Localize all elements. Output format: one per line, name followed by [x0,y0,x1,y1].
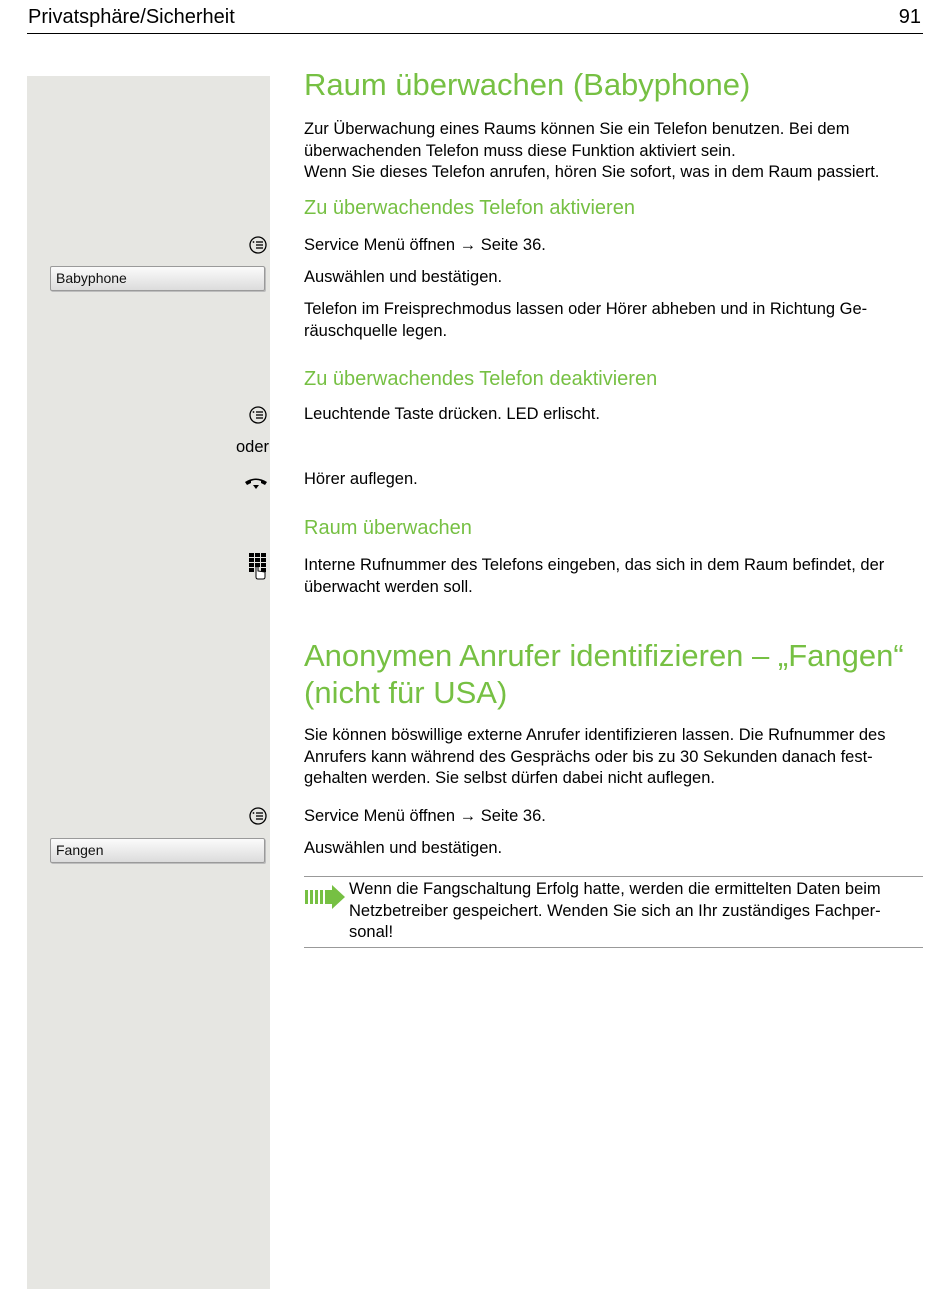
menu-key-icon [249,807,267,825]
subheading-deactivate: Zu überwachendes Telefon deaktivieren [304,368,658,390]
keypad-icon [247,551,269,581]
menu-key-icon [249,236,267,254]
section-title-fangen: Anonymen Anrufer identifizieren – „Fangen“ (nicht für USA) [304,638,904,710]
subheading-activate: Zu überwachendes Telefon aktivieren [304,197,635,219]
fangen-softkey[interactable]: Fangen [50,838,265,863]
step-enter-internal-number: Interne Rufnummer des Telefons eingeben, das sich in dem Raum befindet, der überwacht werden soll. [304,556,885,596]
note-top-rule [304,876,923,877]
step-press-lit-key: Leuchtende Taste drücken. LED erlischt. [304,405,600,423]
header-divider [27,33,923,34]
step-open-service-menu: Service Menü öffnen → Seite 36. [304,236,546,254]
step-open-service-menu-2: Service Menü öffnen → Seite 36. [304,807,546,825]
note-bottom-rule [304,947,923,948]
section-title-babyphone: Raum überwachen (Babyphone) [304,67,751,102]
step-handsfree: Telefon im Freisprechmodus lassen oder Hörer abheben und in Richtung Ge- räuschquelle legen. [304,300,868,340]
babyphone-softkey[interactable]: Babyphone [50,266,265,291]
running-header-title: Privatsphäre/Sicherheit [28,6,235,28]
left-margin-column [27,76,270,1289]
subheading-monitor-room: Raum überwachen [304,517,472,539]
step-select-confirm-2: Auswählen und bestätigen. [304,839,503,857]
handset-hang-up-icon [243,473,269,491]
or-label: oder [235,438,269,456]
note-arrow-icon [304,884,346,910]
page-number: 91 [898,6,921,28]
step-hang-up: Hörer auflegen. [304,470,418,488]
menu-key-icon [249,406,267,424]
intro-paragraph-babyphone: Zur Überwachung eines Raums können Sie ein Telefon benutzen. Bei dem überwachenden Telefon muss diese Funktion aktiviert sein. Wenn Sie dieses Telefon anrufen, hören Sie sofort, was in dem Raum passiert. [304,120,880,181]
intro-paragraph-fangen: Sie können böswillige externe Anrufer identifizieren lassen. Die Rufnummer des Anrufers kann während des Gesprächs oder bis zu 30 Sekunden danach fest- gehalten werden. Sie selbst dürfen dabei nicht auflegen. [304,726,886,787]
note-text: Wenn die Fangschaltung Erfolg hatte, werden die ermittelten Daten beim Netzbetreiber gespeichert. Wenden Sie sich an Ihr zuständiges Fachper- sonal! [349,880,881,941]
step-select-confirm: Auswählen und bestätigen. [304,268,503,286]
